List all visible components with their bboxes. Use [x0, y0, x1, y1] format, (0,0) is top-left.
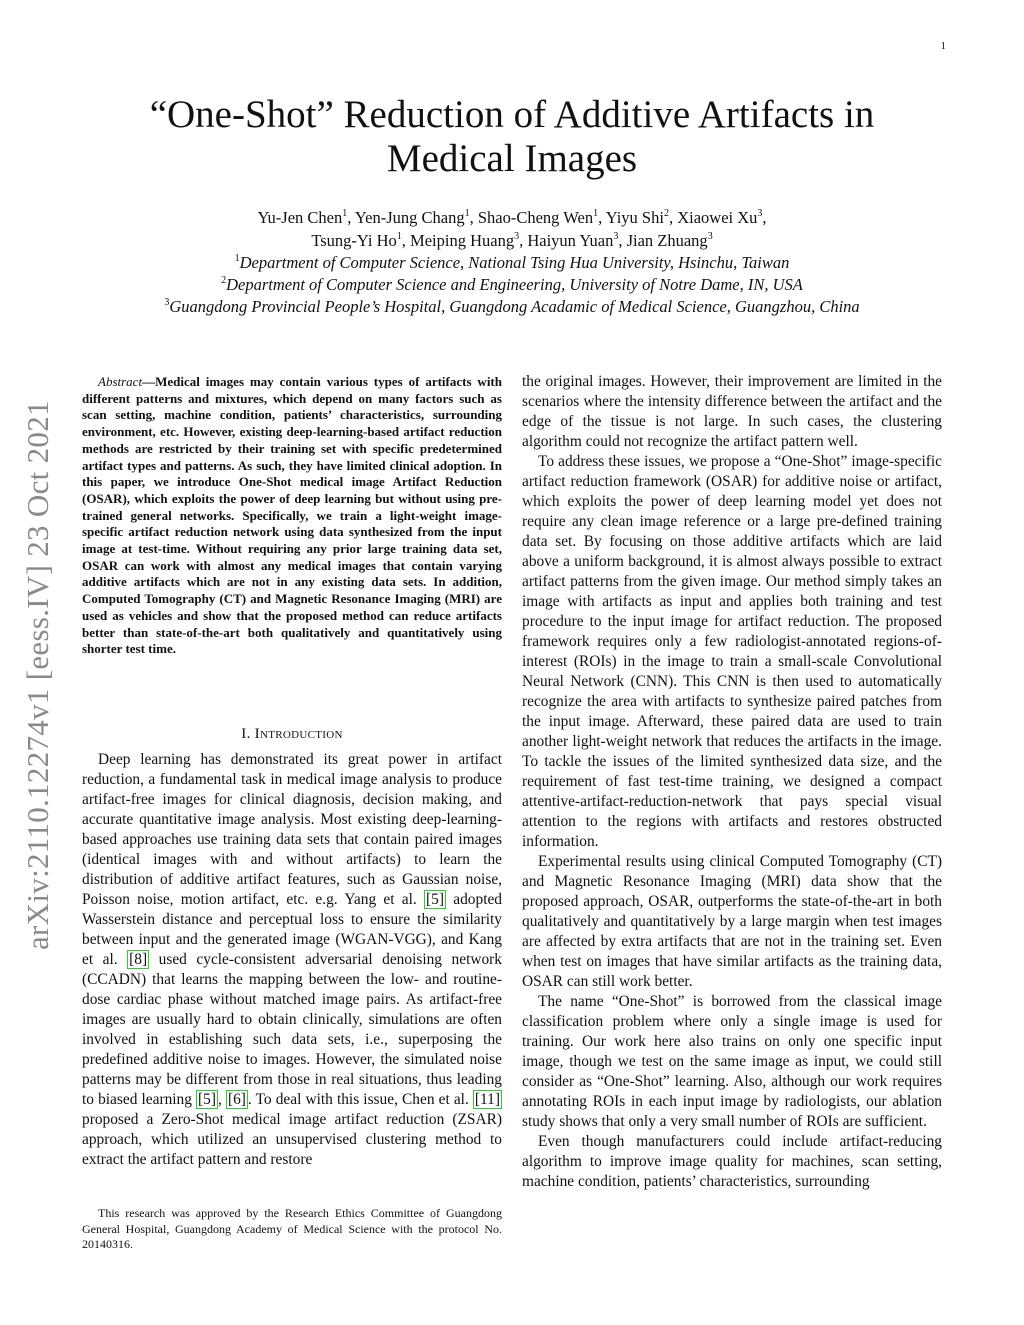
paper-title: [80, 93, 944, 181]
author: Haiyun Yuan$^3$,: [527, 231, 627, 250]
paragraph: Deep learning has demonstrated its great power in artifact reduction, a fundamental task in medical image analysis to produce artifact-free images for clinical diagnosis, decision making, and accurate quantitative image analysis. Most existing deep-learning-based approaches use training data sets that contain paired images (identical images with and without artifacts) to learn the distribution of additive artifact features, such as Gaussian noise, Poisson noise, motion artifact, etc. e.g. Yang et al. [5] adopted Wasserstein distance and perceptual loss to ensure the similarity between input and the generated image (WGAN-VGG), and Kang et al. [8] used cycle-consistent adversarial denoising network (CCADN) that learns the mapping between the low- and routine-dose cardiac phase without matched image pairs. As artifact-free images are usually hard to obtain clinically, simulations are often involved in establishing such data sets, i.e., superposing the predefined additive noise to images. However, the simulated noise patterns may be different from those in real situations, thus leading to biased learning [5] , [6] . To deal with this issue, Chen et al. [11] proposed a Zero-Shot medical image artifact reduction (ZSAR) approach, which utilized an unsupervised clustering method to extract the artifact pattern and restore: [82, 751, 502, 1168]
citation-link[interactable]: [5]: [198, 1091, 216, 1108]
footnote: This research was approved by the Research Ethics Committee of Guangdong General Hospital, Guangdong Academy of Medical Science with the protocol No. 20140316.: [82, 1206, 502, 1251]
affiliations: [60, 252, 964, 318]
abstract-label: Abstract: [98, 374, 143, 389]
author-line: [80, 206, 944, 229]
citation-link[interactable]: [6]: [227, 1091, 246, 1108]
paragraph: Even though manufacturers could include artifact-reducing algorithm to improve image quality for machines, scan setting, machine condition, patients’ characteristics, surrounding: [522, 1133, 942, 1190]
abstract: [82, 374, 502, 658]
author: Meiping Huang$^3$,: [410, 231, 528, 250]
author: Yu-Jen Chen$^1$,: [257, 208, 355, 227]
abstract-text: —Medical images may contain various types of artifacts with different patterns and mixtures, which depend on many factors such as scan setting, machine condition, patients’ characteristics, surrounding environment, etc. However, existing deep-learning-based artifact reduction methods are restricted by their training set with specific predetermined artifact types and patterns. As such, they have limited clinical adoption. In this paper, we introduce One-Shot medical image Artifact Reduction (OSAR), which exploits the power of deep learning but without using pre-trained general networks. Specifically, we train a light-weight image-specific artifact reduction network using data synthesized from the input image at test-time. Without requiring any prior large training data set, OSAR can work with almost any medical images that contain varying additive artifacts which are not in any existing data sets. In addition, Computed Tomography (CT) and Magnetic Resonance Imaging (MRI) are used as vehicles and show that the proposed method can reduce artifacts better than state-of-the-art both qualitatively and quantitatively using shorter test time.: [82, 374, 502, 657]
arxiv-identifier: arXiv:2110.12274v1 [eess.IV] 23 Oct 2021: [20, 400, 55, 950]
author: Jian Zhuang$^3$: [626, 231, 713, 250]
author: Shao-Cheng Wen$^1$,: [477, 208, 606, 227]
title-line: “One-Shot” Reduction of Additive Artifacts in: [149, 93, 875, 136]
title-line: Medical Images: [386, 137, 638, 180]
right-column: [522, 372, 942, 1192]
citation-link[interactable]: [8]: [129, 951, 148, 968]
paragraph: the original images. However, their improvement are limited in the scenarios where the intensity difference between the artifact and the edge of the tissue is not large. In such cases, the clustering algorithm could not recognize the artifact pattern well.: [522, 373, 942, 450]
affiliation: $^2$Department of Computer Science and Engineering, University of Notre Dame, IN, USA: [221, 275, 803, 294]
author-list: [80, 206, 944, 252]
citation-link[interactable]: [5]: [426, 891, 444, 908]
paragraph: Experimental results using clinical Computed Tomography (CT) and Magnetic Resonance Imaging (MRI) data show that the proposed approach, OSAR, outperforms the state-of-the-art in both qualitatively and quantitatively by a large margin when test images are affected by extra artifacts that are not in the training set. Even when test on images that have similar artifacts as the training data, OSAR can still work better.: [522, 853, 942, 990]
author: Yiyu Shi$^2$,: [605, 208, 678, 227]
page-number: 1: [940, 40, 946, 52]
author: Xiaowei Xu$^3$,: [677, 208, 767, 227]
paragraph: The name “One-Shot” is borrowed from the classical image classification problem where only a single image is used for training. Our work here also trains on only one specific input image, though we test on the same image as input, we could still consider as “One-Shot” learning. Also, although our work requires annotating ROIs in each input image by radiologists, our ablation study shows that only a very small number of ROIs are sufficient.: [522, 993, 942, 1130]
section-heading-introduction: I. Introduction: [241, 726, 343, 742]
author-line: [80, 229, 944, 252]
paragraph: To address these issues, we propose a “One-Shot” image-specific artifact reduction framework (OSAR) for additive noise or artifact, which exploits the power of deep learning model yet does not require any clean image reference or a large pre-defined training data set. By focusing on those additive artifacts which are laid above a uniform background, it is almost always possible to extract artifact patterns from the given image. Our method simply takes an image with artifacts as input and applies both training and test procedure to the input image for artifact reduction. The proposed framework requires only a few radiologist-annotated regions-of-interest (ROIs) in the image to train a small-scale Convolutional Neural Network (CNN). This CNN is then used to automatically recognize the area with artifacts to synthesize paired patches from the input image. Afterward, these paired data are used to train another light-weight network that reduces the artifacts in the image. To tackle the issues of the limited synthesized data size, and the requirement of fast test-time training, we designed a compact attentive-artifact-reduction-network that pays special visual attention to the regions with artifacts and restores obstructed information.: [522, 453, 942, 850]
author: Yen-Jung Chang$^1$,: [354, 208, 478, 227]
author: Tsung-Yi Ho$^1$,: [311, 231, 411, 250]
citation-link[interactable]: [11]: [474, 1091, 500, 1108]
affiliation: $^3$Guangdong Provincial People’s Hospital, Guangdong Acadamic of Medical Science, Guangzhou, China: [164, 297, 860, 316]
introduction-left-column: [82, 750, 502, 1170]
affiliation: $^1$Department of Computer Science, National Tsing Hua University, Hsinchu, Taiwan: [234, 253, 790, 272]
